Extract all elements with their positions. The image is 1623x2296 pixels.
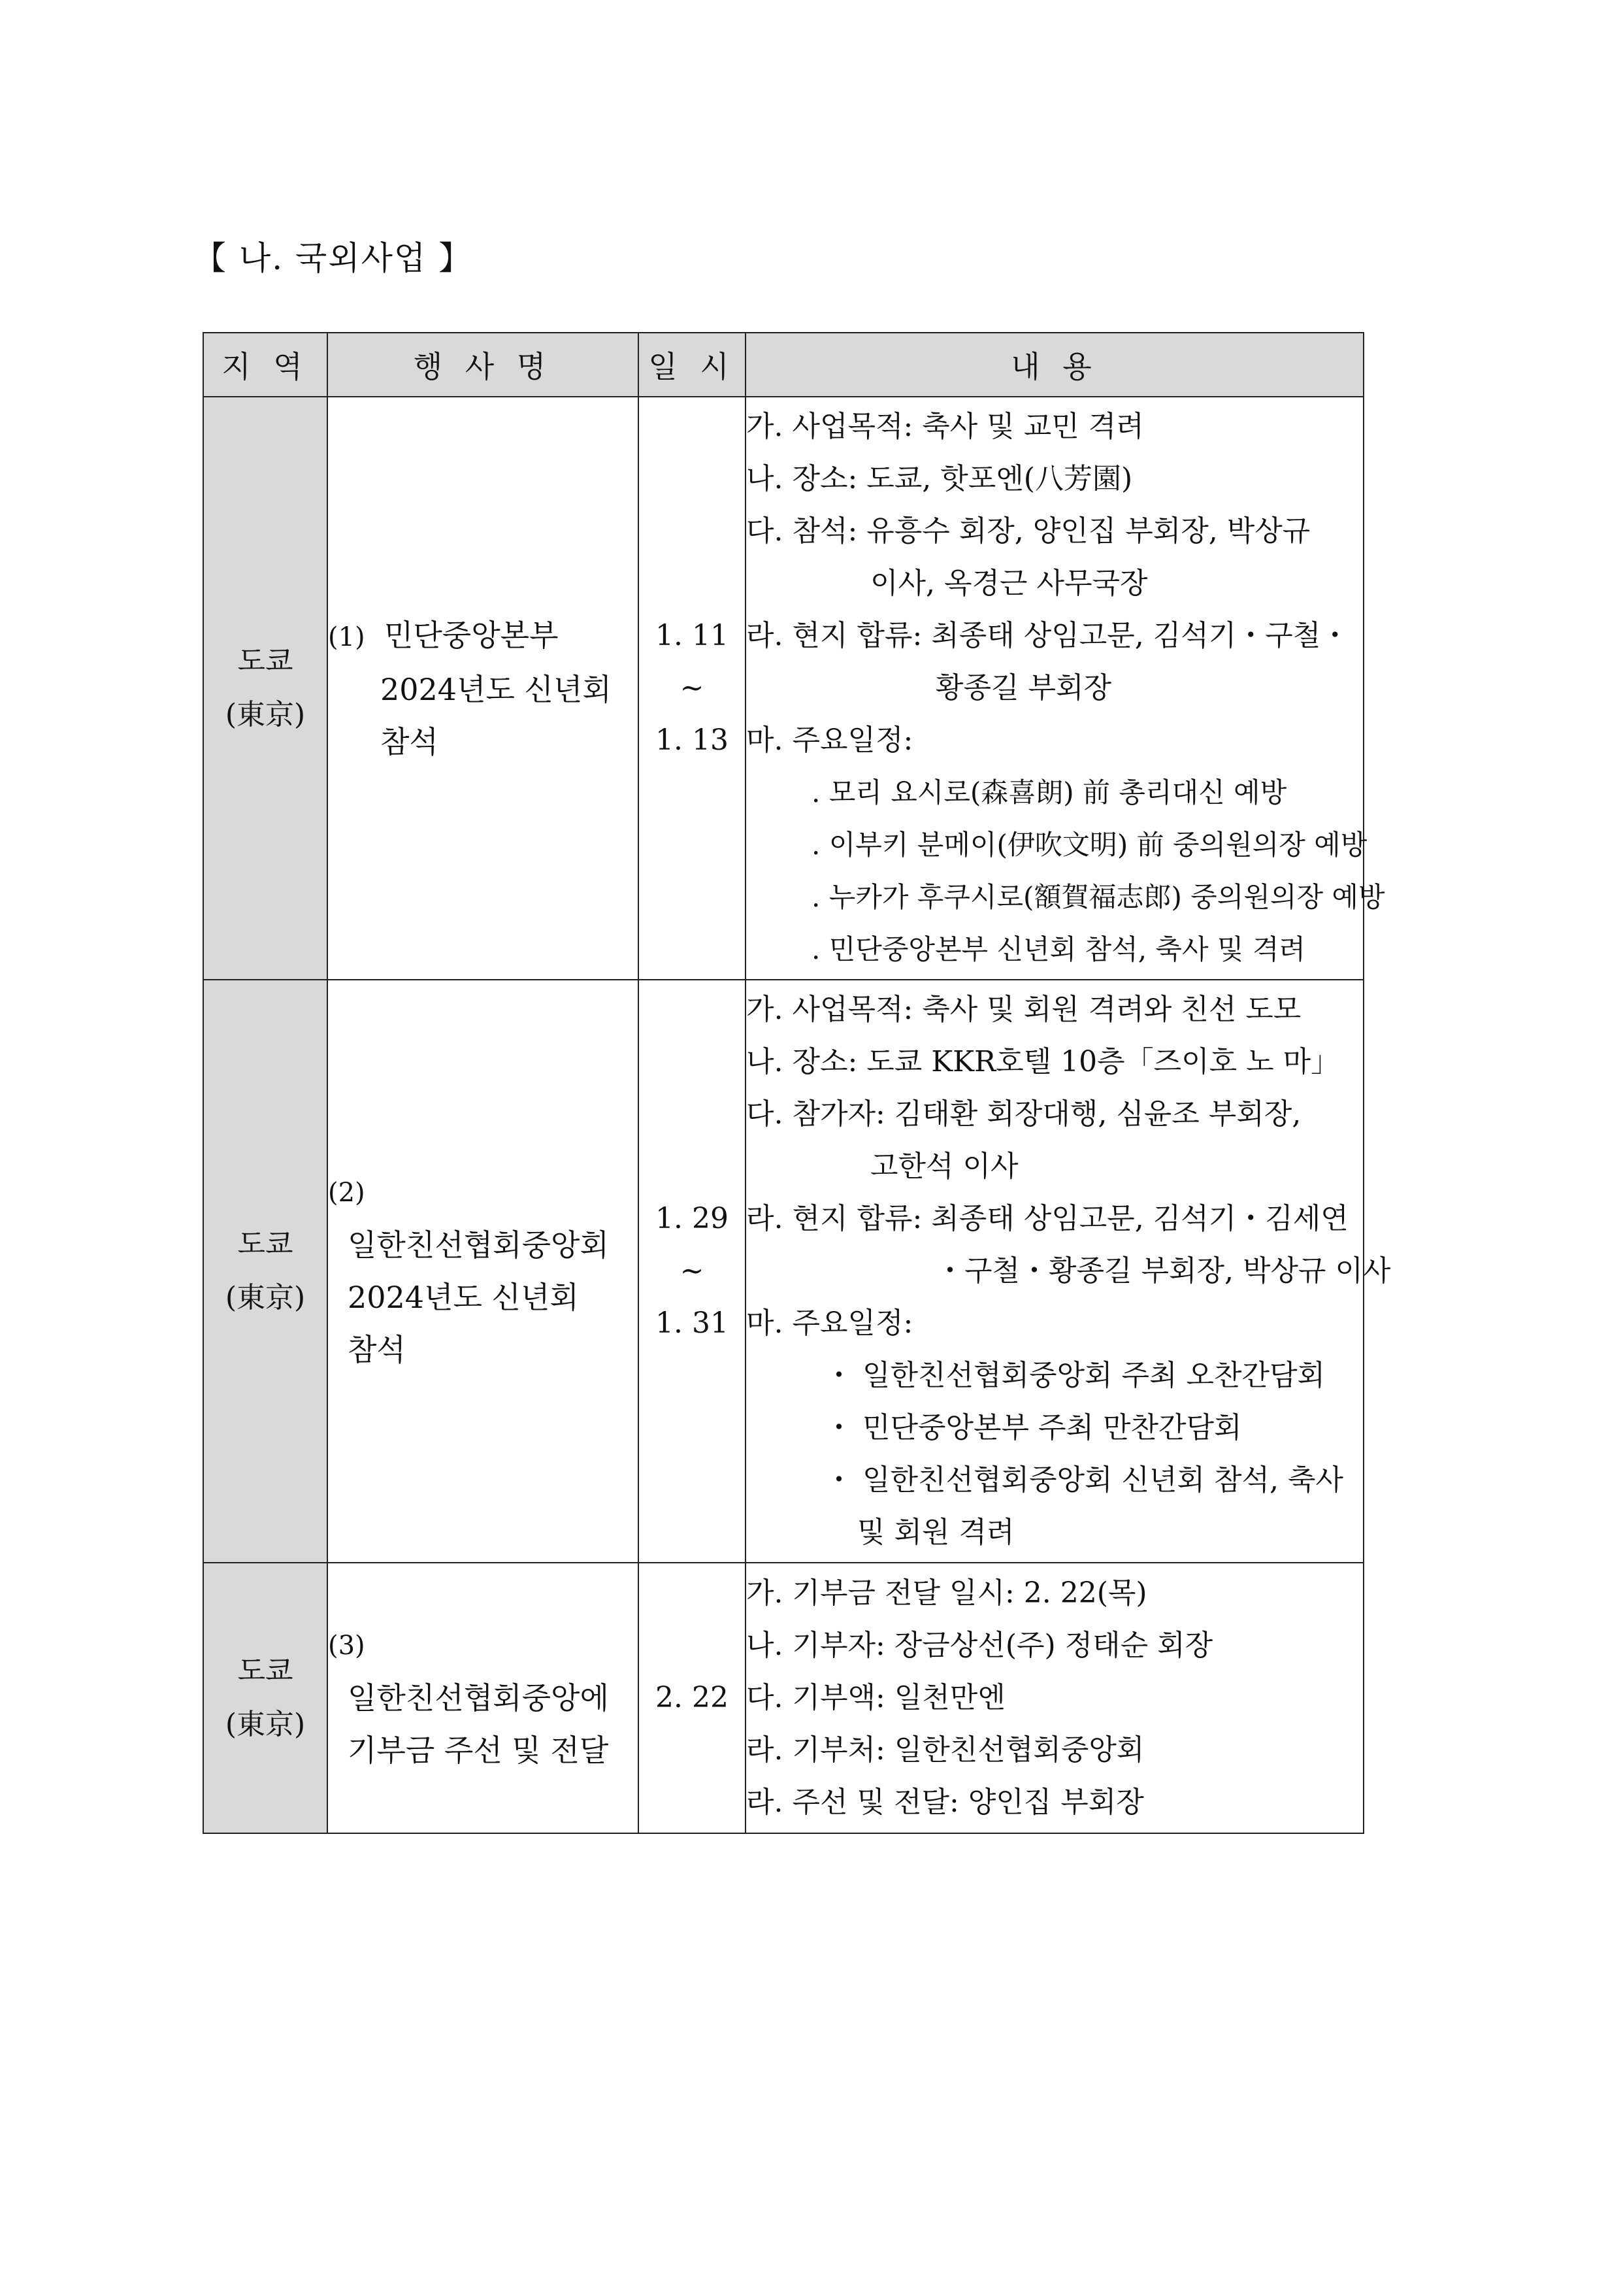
event-title-line: 2024년도 신년회: [348, 1280, 579, 1315]
content-cell: [746, 397, 1385, 980]
event-title-line: 민단중앙본부: [384, 617, 559, 653]
region-name-hanja: (東京): [225, 1281, 306, 1314]
header-date: 일 시: [638, 333, 746, 397]
date-single: 2. 22: [655, 1681, 729, 1714]
date-end: 1. 13: [655, 724, 729, 757]
content-line: 다. 참가자: 김태환 회장대행, 심윤조 부회장,: [746, 1097, 1302, 1131]
content-line: 라. 현지 합류: 최종태 상임고문, 김석기・구철・: [746, 619, 1350, 652]
content-line: 라. 기부처: 일한친선협회중앙회: [746, 1733, 1145, 1767]
content-line: 마. 주요일정:: [746, 1306, 913, 1340]
content-line: 다. 참석: 유흥수 회장, 양인집 부회장, 박상규: [746, 514, 1311, 548]
date-cell: [638, 1563, 746, 1833]
region-name-hanja: (東京): [225, 1708, 306, 1741]
content-line: ・ 일한친선협회중앙회 신년회 참석, 축사: [825, 1463, 1343, 1497]
event-cell: [327, 980, 638, 1563]
content-line: 나. 장소: 도쿄 KKR호텔 10층「즈이호 노 마」: [746, 1045, 1340, 1078]
content-line: 마. 주요일정:: [746, 724, 913, 757]
date-start: 1. 29: [655, 1202, 729, 1235]
table-row: [203, 397, 1364, 980]
region-name: 도쿄: [237, 1227, 293, 1261]
content-line: . 민단중앙본부 신년회 참석, 축사 및 격려: [812, 933, 1305, 965]
table-row: [203, 980, 1364, 1563]
content-line: 나. 기부자: 장금상선(주) 정태순 회장: [746, 1629, 1213, 1662]
content-line: ・ 일한친선협회중앙회 주최 오찬간담회: [825, 1359, 1326, 1392]
content-line: 라. 주선 및 전달: 양인집 부회장: [746, 1786, 1144, 1819]
date-end: 1. 31: [655, 1306, 729, 1340]
header-content: 내 용: [746, 333, 1364, 397]
date-separator: ~: [680, 671, 704, 705]
content-line: 이사, 옥경근 사무국장: [870, 567, 1148, 600]
content-cell: [746, 1563, 1364, 1833]
event-title-line: 기부금 주선 및 전달: [348, 1733, 609, 1768]
event-title-line: 참석: [380, 724, 438, 759]
date-cell: [638, 397, 746, 980]
content-line: 고한석 이사: [870, 1150, 1019, 1183]
content-line: . 모리 요시로(森喜朗) 前 총리대신 예방: [812, 776, 1287, 808]
content-line: . 누카가 후쿠시로(額賀福志郎) 중의원의장 예방: [812, 881, 1385, 913]
region-cell: [203, 1563, 327, 1833]
content-cell: [746, 980, 1391, 1563]
content-line: . 이부키 분메이(伊吹文明) 前 중의원의장 예방: [812, 829, 1368, 861]
table-row: [203, 1563, 1364, 1833]
event-number: (2): [328, 1178, 365, 1208]
content-line: 황종길 부회장: [936, 671, 1112, 705]
content-line: 나. 장소: 도쿄, 핫포엔(八芳園): [746, 462, 1133, 495]
content-line: 다. 기부액: 일천만엔: [746, 1681, 1006, 1714]
event-number: (3): [328, 1631, 365, 1661]
content-line: 가. 사업목적: 축사 및 교민 격려: [746, 410, 1144, 443]
content-line: 가. 사업목적: 축사 및 회원 격려와 친선 도모: [746, 993, 1302, 1026]
region-cell: [203, 980, 327, 1563]
event-title-line: 2024년도 신년회: [380, 671, 612, 707]
section-title: 【 나. 국외사업 】: [193, 239, 473, 277]
event-cell: [327, 1563, 638, 1833]
region-name: 도쿄: [237, 644, 293, 678]
date-separator: ~: [680, 1254, 704, 1288]
region-name: 도쿄: [237, 1654, 293, 1688]
table-header-row: [203, 333, 1364, 397]
event-cell: [327, 397, 638, 980]
region-cell: [203, 397, 327, 980]
content-line: 가. 기부금 전달 일시: 2. 22(목): [746, 1576, 1147, 1610]
date-start: 1. 11: [655, 619, 729, 652]
header-region: 지 역: [203, 333, 327, 397]
content-line: ・구철・황종길 부회장, 박상규 이사: [936, 1254, 1391, 1288]
event-title-line: 일한친선협회중앙에: [348, 1680, 609, 1716]
region-name-hanja: (東京): [225, 698, 306, 731]
content-line: 및 회원 격려: [857, 1516, 1015, 1549]
event-title-line: 참석: [348, 1332, 406, 1367]
content-line: 라. 현지 합류: 최종태 상임고문, 김석기・김세연: [746, 1202, 1349, 1235]
event-title-line: 일한친선협회중앙회: [348, 1227, 609, 1263]
header-event: 행 사 명: [327, 333, 638, 397]
date-cell: [638, 980, 746, 1563]
overseas-projects-table: [203, 332, 1391, 1834]
content-line: ・ 민단중앙본부 주최 만찬간담회: [825, 1411, 1242, 1444]
event-number: (1): [328, 622, 365, 652]
